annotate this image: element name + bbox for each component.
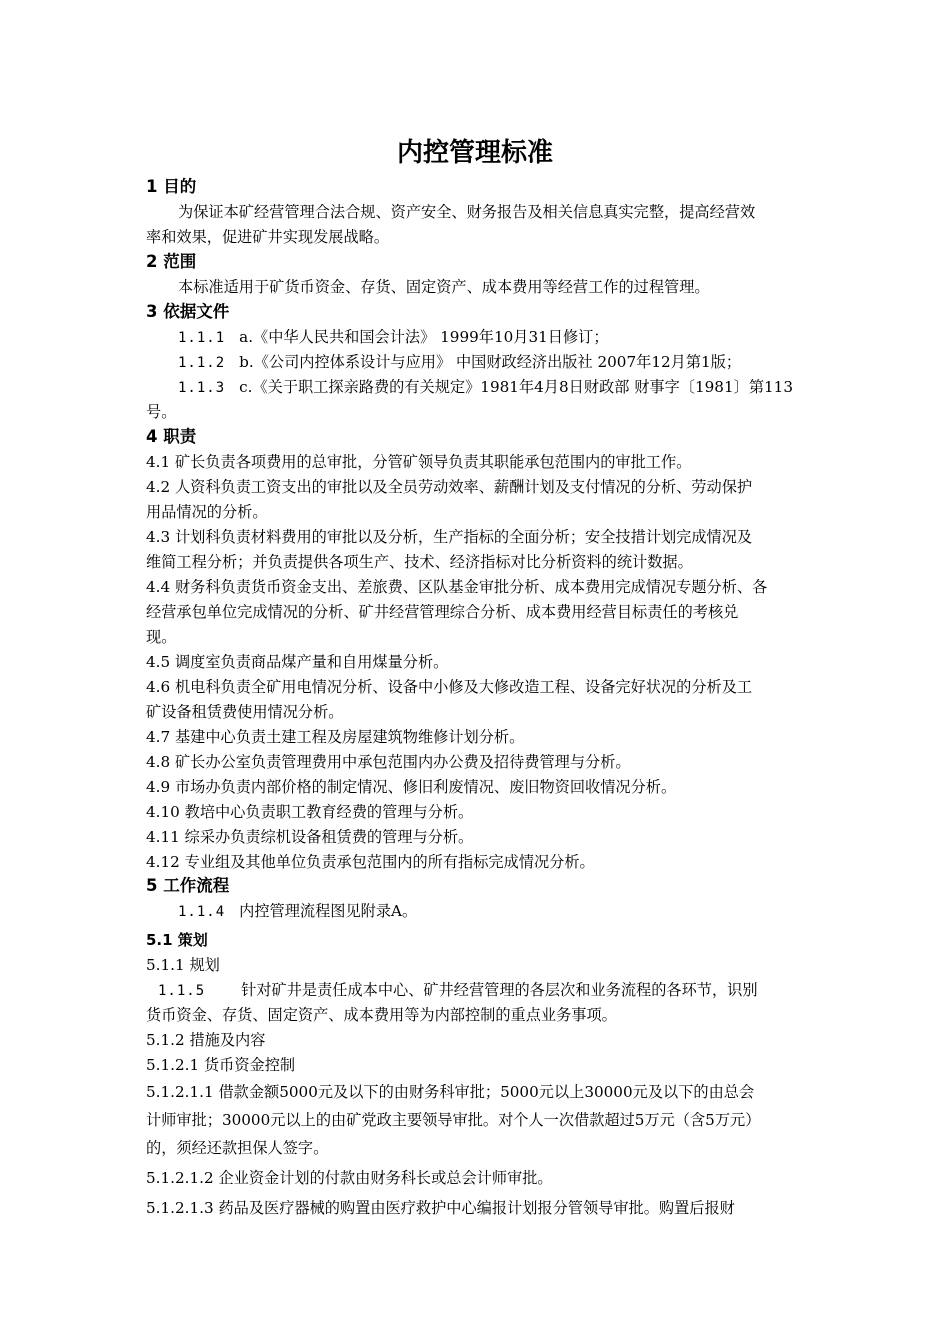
paragraph-line: 5.1.2.1.1 借款金额5000元及以下的由财务科审批；5000元以上30000元及以下的由总会: [146, 1083, 755, 1101]
reference-number: 1.1.2: [178, 355, 226, 371]
section-heading-responsibilities: 4 职责: [146, 427, 197, 446]
reference-text: 内控管理流程图见附录A。: [239, 902, 418, 920]
responsibility-line: 经营承包单位完成情况的分析、矿井经营管理综合分析、成本费用经营目标责任的考核兑: [146, 603, 739, 621]
paragraph-line: 号。: [146, 403, 177, 421]
section-heading-purpose: 1 目的: [146, 177, 197, 196]
responsibility-line: 4.3 计划科负责材料费用的审批以及分析，生产指标的全面分析；安全技措计划完成情况及: [146, 528, 753, 546]
reference-number: 1.1.4: [178, 904, 226, 920]
responsibility-line: 现。: [146, 628, 177, 646]
reference-item: [178, 375, 810, 399]
paragraph-line: 本标准适用于矿货币资金、存货、固定资产、成本费用等经营工作的过程管理。: [178, 278, 710, 296]
section-heading-workflow: 5 工作流程: [146, 876, 230, 895]
responsibility-line: 4.1 矿长负责各项费用的总审批，分管矿领导负责其职能承包范围内的审批工作。: [146, 453, 692, 471]
responsibility-line: 4.6 机电科负责全矿用电情况分析、设备中小修及大修改造工程、设备完好状况的分析及工: [146, 678, 753, 696]
reference-number: 1.1.3: [178, 380, 226, 396]
section-heading-references: 3 依据文件: [146, 302, 230, 321]
paragraph-line: 5.1.2.1.2 企业资金计划的付款由财务科长或总会计师审批。: [146, 1169, 553, 1187]
subsection-heading-planning: 5.1 策划: [146, 931, 208, 949]
reference-text: c.《关于职工探亲路费的有关规定》1981年4月8日财政部 财事字〔1981〕第113: [239, 378, 793, 396]
responsibility-line: 用品情况的分析。: [146, 503, 268, 521]
paragraph-line: 的，须经还款担保人签字。: [146, 1139, 329, 1157]
reference-item: [178, 899, 810, 923]
reference-text: a.《中华人民共和国会计法》 1999年10月31日修订；: [239, 328, 609, 346]
responsibility-line: 4.7 基建中心负责土建工程及房屋建筑物维修计划分析。: [146, 728, 525, 746]
responsibility-line: 4.11 综采办负责综机设备租赁费的管理与分析。: [146, 828, 474, 846]
responsibility-line: 4.10 教培中心负责职工教育经费的管理与分析。: [146, 803, 474, 821]
paragraph-line: 5.1.2.1 货币资金控制: [146, 1056, 296, 1074]
item-text: 针对矿井是责任成本中心、矿井经营管理的各层次和业务流程的各环节，识别: [241, 981, 758, 999]
reference-text: b.《公司内控体系设计与应用》 中国财政经济出版社 2007年12月第1版；: [239, 353, 742, 371]
paragraph-line: 5.1.1 规划: [146, 956, 220, 974]
paragraph-line: 为保证本矿经营管理合法合规、资产安全、财务报告及相关信息真实完整，提高经营效: [178, 203, 756, 221]
responsibility-line: 4.5 调度室负责商品煤产量和自用煤量分析。: [146, 653, 449, 671]
responsibility-line: 维简工程分析；并负责提供各项生产、技术、经济指标对比分析资料的统计数据。: [146, 553, 693, 571]
item-number: 1.1.5: [158, 983, 206, 999]
responsibility-line: 4.12 专业组及其他单位负责承包范围内的所有指标完成情况分析。: [146, 853, 595, 871]
responsibility-line: 4.8 矿长办公室负责管理费用中承包范围内办公费及招待费管理与分析。: [146, 753, 631, 771]
reference-number: 1.1.1: [178, 330, 226, 346]
reference-item: [178, 350, 810, 374]
paragraph-line: 5.1.2 措施及内容: [146, 1031, 266, 1049]
responsibility-line: 4.4 财务科负责货币资金支出、差旅费、区队基金审批分析、成本费用完成情况专题分析、各: [146, 578, 768, 596]
paragraph-line: 货币资金、存货、固定资产、成本费用等为内部控制的重点业务事项。: [146, 1006, 617, 1024]
paragraph-line: 计师审批；30000元以上的由矿党政主要领导审批。对个人一次借款超过5万元（含5万元）: [146, 1111, 761, 1129]
paragraph-line: 率和效果，促进矿井实现发展战略。: [146, 228, 389, 246]
responsibility-line: 矿设备租赁费使用情况分析。: [146, 703, 344, 721]
document-title: 内控管理标准: [396, 138, 553, 168]
reference-item: [178, 325, 810, 349]
section-heading-scope: 2 范围: [146, 252, 197, 271]
paragraph-line: 5.1.2.1.3 药品及医疗器械的购置由医疗救护中心编报计划报分管领导审批。购置后报财: [146, 1199, 735, 1217]
responsibility-line: 4.2 人资科负责工资支出的审批以及全员劳动效率、薪酬计划及支付情况的分析、劳动保护: [146, 478, 753, 496]
numbered-item: [158, 978, 810, 1002]
responsibility-line: 4.9 市场办负责内部价格的制定情况、修旧利废情况、废旧物资回收情况分析。: [146, 778, 677, 796]
